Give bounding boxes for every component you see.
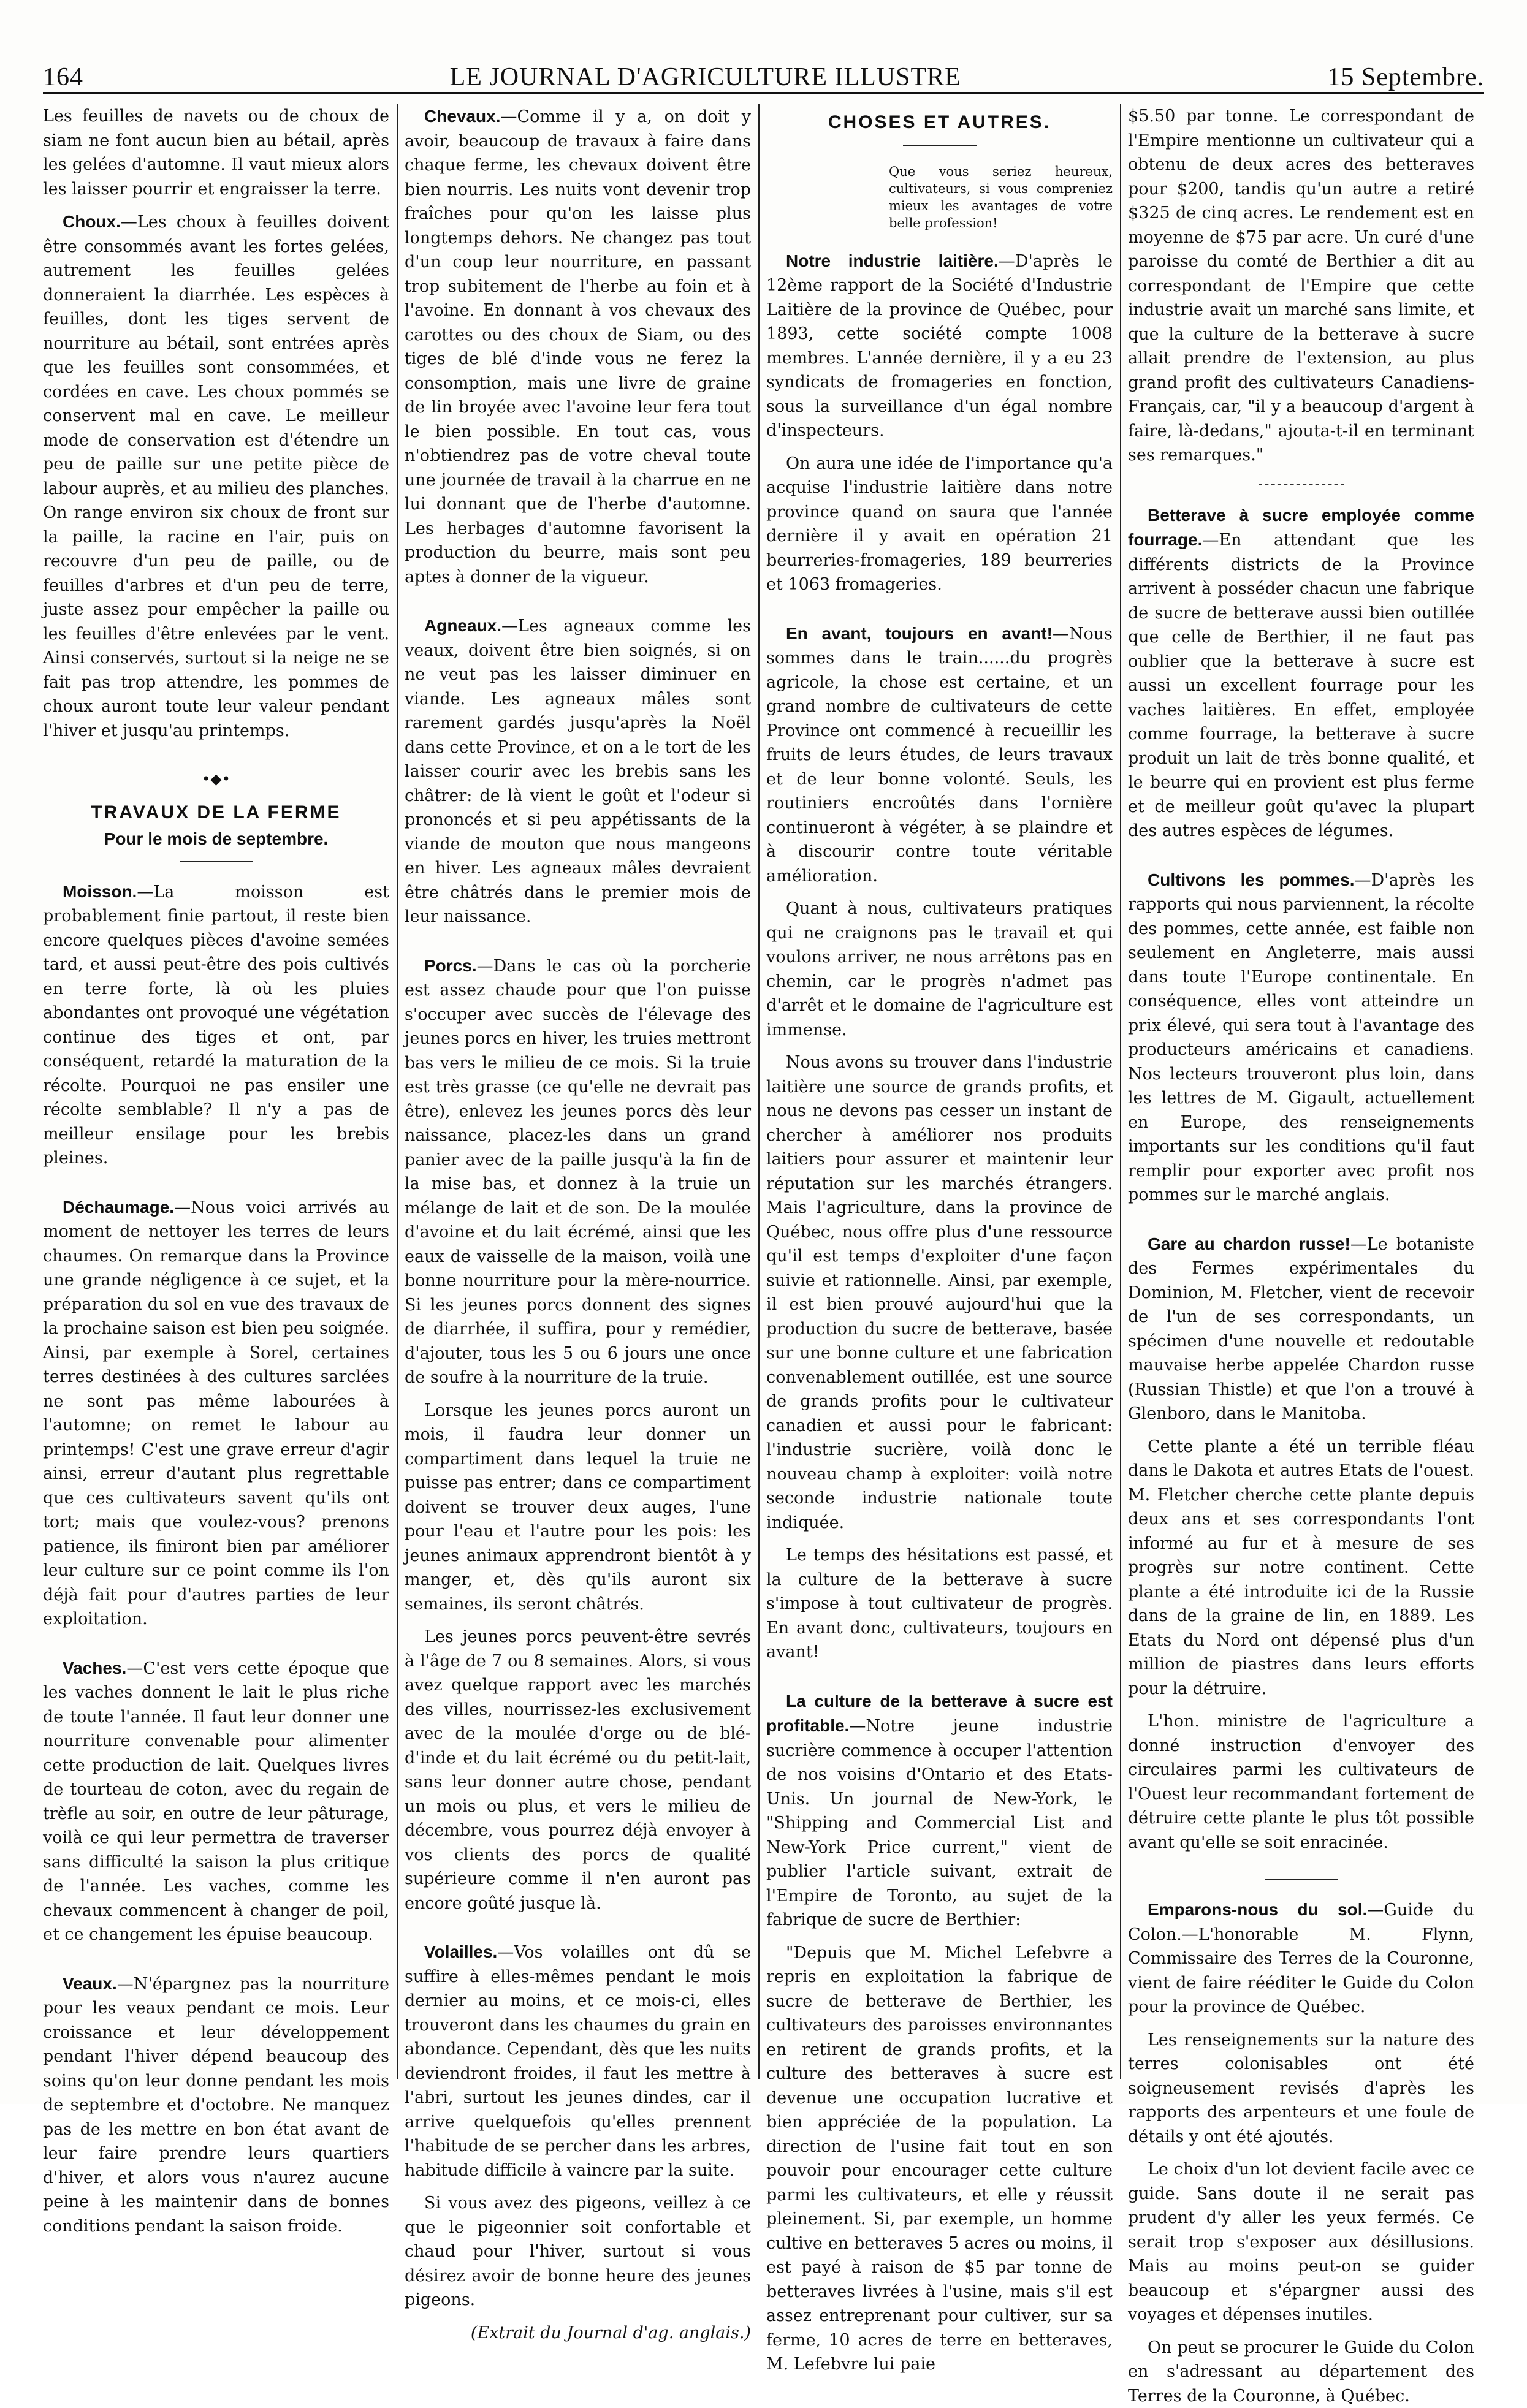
article-fourrage xyxy=(1128,503,1474,843)
item-title: Agneaux. xyxy=(424,616,501,635)
article-chevaux xyxy=(405,104,751,589)
paragraph: Si vous avez des pigeons, veillez à ce que le pigeonnier soit confortable et chaud pour l'hiver, surtout si vous désirez avoir de bonne heure des jeunes pigeons. xyxy=(405,2191,751,2312)
paragraph: Les feuilles de navets ou de choux de siam ne font aucun bien au bétail, après les gelées d'automne. Il vaut mieux alors les laisser pourrir et engraisser la terre. xyxy=(43,104,389,201)
paragraph: Les renseignements sur la nature des terres colonisables ont été soigneusement revisés d'après les rapports des arpenteurs et une foule de détails y ont été ajoutés. xyxy=(1128,2028,1474,2149)
paragraph xyxy=(1128,1232,1474,1426)
article-veaux xyxy=(43,1972,389,2239)
column-3 xyxy=(766,104,1113,2079)
divider xyxy=(1265,1879,1338,1880)
item-title: Betterave à sucre employée comme fourrage. xyxy=(1128,506,1474,550)
paragraph xyxy=(766,621,1113,889)
paragraph: Cette plante a été un terrible fléau dans le Dakota et autres Etats de l'ouest. M. Fletcher cherche cette plante depuis deux ans et ses correspondants l'ont informé au fur et à mesure de ses progrès sur notre continent. Cette plante a été introduite ici de la Russie dans de la graine de lin, en 1889. Les Etats du Nord ont dépensé plus d'un million de piastres dans leurs efforts pour la détruire. xyxy=(1128,1435,1474,1701)
article-vaches xyxy=(43,1656,389,1947)
item-title: Notre industrie laitière. xyxy=(786,251,999,270)
item-body: —Le botaniste des Fermes expérimentales du Dominion, M. Fletcher, vient de recevoir de l'un de ses correspondants, un spécimen d'une nouvelle et redoutable mauvaise herbe appelée Chardon russe (Russian Thistle) et que l'on a trouvé à Glenboro, dans le Manitoba. xyxy=(1128,1235,1474,1424)
item-body: —Dans le cas où la porcherie est assez chaude pour que l'on puisse s'occuper avec succès de l'élevage des jeunes porcs en hiver, les truies mettront bas vers le milieu de ce mois. Si la truie est très grasse (ce qu'elle ne devrait pas être), enlevez les jeunes porcs dès leur naissance, placez-les dans un grand panier avec de la paille jusqu'à la fin de la mise bas, et donnez à la truie un mélange de lait et de son. De la moulée d'avoine et du lait écrémé, ainsi que les eaux de vaisselle de la maison, voilà une bonne nourriture pour la mère-nourrice. Si les jeunes porcs donnent des signes de diarrhée, il suffira, pour y remédier, d'ajouter, tous les 5 ou 6 jours une once de soufre à la nourriture de la truie. xyxy=(405,957,751,1388)
section-heading: TRAVAUX DE LA FERME xyxy=(43,800,389,825)
header-rule xyxy=(43,92,1484,94)
item-title: Cultivons les pommes. xyxy=(1148,870,1355,889)
item-body: —C'est vers cette époque que les vaches donnent le lait le plus riche de toute l'année. Il faut leur donner une nourriture convenable pour alimenter cette production de lait. Quelques livres de tourteau de coton, avec du regain de trèfle au soir, en outre de leur pâturage, voilà ce qui leur permettra de traverser sans difficulté la saison la plus critique de l'année. Les vaches, comme les chevaux commencent à changer de poil, et ce changement les épuise beaucoup. xyxy=(43,1659,389,1945)
paragraph xyxy=(1128,868,1474,1207)
item-body: —La moisson est probablement finie partout, il reste bien encore quelques pièces d'avoine semées tard, et aussi peut-être des pois cultivés en terre forte, là où les pluies abondantes ont provoqué une végétation continue des tiges et ont, par conséquent, retardé la maturation de la récolte. Pourquoi ne pas ensiler une récolte semblable? Il n'y a pas de meilleur ensilage pour les brebis pleines. xyxy=(43,883,389,1168)
paragraph xyxy=(405,104,751,589)
column-divider xyxy=(1120,104,1121,2079)
column-divider xyxy=(397,104,398,2079)
item-body: —En attendant que les différents districts de la Province arrivent à posséder chacun une fabrique de sucre de betterave aussi bien outillée que celle de Berthier, il ne faut pas oublier que la betterave à sucre est aussi un excellent fourrage pour les vaches laitières. En effet, employée comme fourrage, la betterave à sucre produit un lait de très bonne qualité, et le beurre qui en provient est plus ferme et de meilleur goût qu'avec la plupart des autres espèces de légumes. xyxy=(1128,531,1474,840)
item-body: —Les agneaux comme les veaux, doivent être bien soignés, si on ne veut pas les laisser diminuer en viande. Les agneaux mâles sont rarement gardés jusqu'après la Noël dans cette Province, et on a le tort de les laisser courir avec les brebis sans les châtrer: de là vient le goût et l'odeur si prononcés et si peu appétissants de la viande de mouton que nous mangeons en hiver. Les agneaux mâles devraient être châtrés dans le premier mois de leur naissance. xyxy=(405,617,751,926)
paragraph xyxy=(1128,1897,1474,2019)
item-body: —D'après le 12ème rapport de la Société d'Industrie Laitière de la province de Québec, pour 1893, cette société compte 1008 membres. L'année dernière, il y a eu 23 syndicats de fromageries en fonction, sous la surveillance d'un égal nombre d'inspecteurs. xyxy=(766,252,1113,441)
article-en-avant xyxy=(766,621,1113,1665)
item-body: —Comme il y a, on doit y avoir, beaucoup de travaux à faire dans chaque ferme, les chevaux doivent être bien nourris. Les nuits vont devenir trop fraîches pour qu'on les laisse plus longtemps dehors. Ne changez pas tout d'un coup leur nourriture, en passant trop subitement de l'herbe au foin et à l'avoine. En donnant à vos chevaux des carottes ou des choux de Siam, ou des tiges de blé d'inde vous ne ferez la consomption, mais une livre de graine de lin broyée avec l'avoine leur fera tout le bien possible. En tout cas, vous n'obtiendrez pas de votre cheval toute une journée de travail à la charrue en ne lui donnant que de l'herbe d'automne. Les herbages d'automne favorisent la production du beurre, mais sont peu aptes à donner de la vigueur. xyxy=(405,107,751,587)
item-title: Veaux. xyxy=(63,1974,117,1993)
paragraph: L'hon. ministre de l'agriculture a donné instruction d'envoyer des circulaires parmi les cultivateurs de l'Ouest leur recommandant fortement de détruire cette plante le plus tôt possible avant qu'elle se soit enracinée. xyxy=(1128,1709,1474,1855)
section-heading: CHOSES ET AUTRES. xyxy=(766,110,1113,135)
paragraph xyxy=(405,1940,751,2182)
column-divider xyxy=(758,104,760,2079)
item-title: Gare au chardon russe! xyxy=(1148,1234,1350,1253)
journal-title: LE JOURNAL D'AGRICULTURE ILLUSTRE xyxy=(450,63,961,92)
item-body: —Nous sommes dans le train......du progrès agricole, la chose est certaine, et un grand nombre de cultivateurs de cette Province ont commencé à recueillir les fruits de leurs études, de leurs travaux et de leur bonne volonté. Seuls, les routiniers encroûtés dans l'ornière continueront à végéter, à se plaindre et à discourir contre toute véritable amélioration. xyxy=(766,625,1113,886)
article-agneaux xyxy=(405,613,751,929)
item-body: —Les choux à feuilles doivent être consommés avant les fortes gelées, autrement les feuilles gelées donneraient la diarrhée. Les espèces à feuilles, dont les tiges servent de nourriture au bétail, sont entrées après que les feuilles sont consommées, et cordées en cave. Les choux pommés se conservent mal en cave. Le meilleur mode de conservation est d'étendre un peu de paille sur une petite pièce de labour auprès, et au milieu des planches. On range environ six choux de front sur la paille, la racine en l'air, puis on recouvre d'un peu de paille, ou de feuilles d'arbres et d'un peu de terre, juste assez pour empêcher la paille ou les feuilles d'être enlevées par le vent. Ainsi conservés, surtout si la neige ne se fait pas trop attendre, les pommes de choux auront toute leur valeur pendant l'hiver et jusqu'au printemps. xyxy=(43,213,389,740)
paragraph xyxy=(43,210,389,743)
epigraph: Que vous seriez heureux, cultivateurs, si vous compreniez mieux les avantages de votre belle profession! xyxy=(889,163,1113,232)
item-title: Porcs. xyxy=(424,956,477,975)
paragraph xyxy=(1128,503,1474,843)
item-title: Emparons-nous du sol. xyxy=(1148,1900,1367,1919)
divider xyxy=(1259,484,1344,485)
article-chardon xyxy=(1128,1232,1474,1855)
item-title: Moisson. xyxy=(63,882,137,901)
item-title: La culture de la betterave à sucre est profitable. xyxy=(766,1692,1113,1736)
article-choux xyxy=(43,210,389,743)
item-title: Vaches. xyxy=(63,1658,126,1677)
paragraph xyxy=(43,1972,389,2239)
item-body: —Nous voici arrivés au moment de nettoyer les terres de leurs chaumes. On remarque dans la Province une grande négligence à ce sujet, et la préparation du sol en vue des travaux de la prochaine saison est bien peu soignée. Ainsi, par exemple à Sorel, certaines terres destinées à des cultures sarclées ne sont pas même labourées à l'automne; on remet le labour au printemps! C'est une grave erreur d'agir ainsi, erreur d'autant plus regrettable que ces cultivateurs savent qu'ils ont tort; mais que voulez-vous? prenons patience, ils finiront bien par améliorer leur culture sur ce point comme ils l'on déjà fait pour d'autres parties de leur exploitation. xyxy=(43,1198,389,1629)
article-sol xyxy=(1128,1897,1474,2408)
article-porcs xyxy=(405,954,751,1916)
section-subheading: Pour le mois de septembre. xyxy=(43,827,389,851)
paragraph xyxy=(43,879,389,1171)
item-title: Volailles. xyxy=(424,1942,497,1961)
separator-ornament: •◆• xyxy=(43,767,389,792)
paragraph: "Depuis que M. Michel Lefebvre a repris en exploitation la fabrique de sucre de betterave de Berthier, les cultivateurs des paroisses environnantes en retirent de grands profits, et la culture des betteraves à sucre est devenue une occupation lucrative et bien appréciée de la population. La direction de l'usine fait tout en son pouvoir pour encourager cette culture parmi les cultivateurs, et elle y réussit pleinement. Si, par exemple, un homme cultive en betteraves 5 acres ou moins, il est payé à raison de $5 par tonne de betteraves livrées à l'usine, mais s'il est assez entreprenant pour cultiver, sur sa ferme, 10 acres de terre en betteraves, M. Lefebvre lui paie xyxy=(766,1941,1113,2377)
page-header xyxy=(43,37,1484,99)
article-columns xyxy=(43,104,1484,2079)
page-number: 164 xyxy=(43,63,83,92)
column-1 xyxy=(43,104,389,2079)
item-body: —N'épargnez pas la nourriture pour les veaux pendant ce mois. Leur croissance et leur développement pendant l'hiver dépend beaucoup des soins qu'on leur donne pendant les mois de septembre et d'octobre. Ne manquez pas de les mettre en bon état avant de leur faire prendre leurs quartiers d'hiver, et alors vous n'aurez aucune peine à les maintenir dans de bonnes conditions pendant la saison froide. xyxy=(43,1975,389,2236)
item-title: Déchaumage. xyxy=(63,1198,174,1217)
paragraph: On peut se procurer le Guide du Colon en s'adressant au département des Terres de la Couronne, à Québec. xyxy=(1128,2336,1474,2408)
item-body: —Vos volailles ont dû se suffire à elles-mêmes pendant le mois dernier au moins, et ce mois-ci, elles trouveront dans les chaumes du grain en abondance. Cependant, dès que les nuits deviendront froides, il faut les mettre à l'abri, surtout les jeunes dindes, car il arrive quelquefois qu'elles prennent l'habitude de se percher dans les arbres, habitude difficile à vaincre par la suite. xyxy=(405,1943,751,2180)
article-betterave xyxy=(766,1689,1113,2377)
item-body: —Notre jeune industrie sucrière commence à occuper l'attention de nos voisins d'Ontario et des Etats-Unis. Un journal de New-York, le "Shipping and Commercial List and New-York Price current," vient de publier l'article suivant, extrait de l'Empire de Toronto, au sujet de la fabrique de sucre de Berthier: xyxy=(766,1717,1113,1929)
paragraph: Quant à nous, cultivateurs pratiques qui ne craignons pas le travail et qui voulons arriver, ne nous arrêtons pas en chemin, car le progrès n'admet pas d'arrêt et le domaine de l'agriculture est immense. xyxy=(766,897,1113,1042)
paragraph: On aura une idée de l'importance qu'a acquise l'industrie laitière dans notre province quand on saura que l'année dernière il y avait en opération 21 beurreries-fromageries, 189 beurreries et 1063 fromageries. xyxy=(766,452,1113,597)
column-4 xyxy=(1128,104,1474,2079)
article-volailles xyxy=(405,1940,751,2345)
paragraph: Les jeunes porcs peuvent-être sevrés à l'âge de 7 ou 8 semaines. Alors, si vous avez quelque rapport avec les marchés des villes, nourrissez-les exclusivement avec de la moulée d'orge ou de blé-d'inde et du lait écrémé ou du petit-lait, sans leur donner autre chose, pendant un mois ou plus, et vers le milieu de décembre, vous pourrez déjà envoyer à vos clients des porcs de qualité supérieure comme il n'en auront pas encore goûté jusque là. xyxy=(405,1625,751,1915)
paragraph: Lorsque les jeunes porcs auront un mois, il faudra leur donner un compartiment dans lequel la truie ne puisse pas entrer; dans ce compartiment doivent se trouver deux auges, l'une pour l'eau et l'autre pour les pois: les jeunes animaux apprendront bientôt à y manger, et, dès qu'ils auront six semaines, ils seront châtrés. xyxy=(405,1399,751,1617)
article-pommes xyxy=(1128,868,1474,1207)
issue-date: 15 Septembre. xyxy=(1327,63,1484,92)
paragraph xyxy=(43,1656,389,1947)
paragraph xyxy=(405,954,751,1390)
paragraph xyxy=(405,613,751,929)
paragraph xyxy=(766,1689,1113,1932)
paragraph: Nous avons su trouver dans l'industrie laitière une source de grands profits, et nous ne devons pas cesser un instant de chercher à améliorer nos produits laitiers pour assurer et maintenir leur réputation sur les marchés étrangers. Mais l'agriculture, dans la province de Québec, nous offre plus d'une ressource qu'il est temps d'exploiter d'une façon suivie et rationnelle. Ainsi, par exemple, il est bien prouvé aujourd'hui que la production du sucre de betterave, basée sur une bonne culture et une fabrication convenablement outillée, est une source de grands profits pour le cultivateur canadien et aussi pour le fabricant: l'industrie sucrière, voilà donc le nouveau champ à exploiter: voilà notre seconde industrie nationale toute indiquée. xyxy=(766,1050,1113,1535)
divider xyxy=(903,145,977,146)
article-laitiere xyxy=(766,249,1113,597)
paragraph xyxy=(766,249,1113,443)
item-body: —Guide du Colon.—L'honorable M. Flynn, Commissaire des Terres de la Couronne, vient de faire rééditer le Guide du Colon pour la province de Québec. xyxy=(1128,1901,1474,2016)
item-title: Choux. xyxy=(63,212,121,231)
item-body: —D'après les rapports qui nous parviennent, la récolte des pommes, cette année, est faible non seulement en Angleterre, mais aussi dans toute l'Europe continentale. En conséquence, elles vont atteindre un prix élevé, qui sera tout à l'avantage des producteurs américains et canadiens. Nos lecteurs trouveront plus loin, dans les lettres de M. Gigault, actuellement en Europe, des renseignements importants sur les conditions qu'il faut remplir pour exporter avec profit nos pommes sur le marché anglais. xyxy=(1128,871,1474,1205)
article-dechaumage xyxy=(43,1195,389,1631)
article-moisson xyxy=(43,879,389,1171)
paragraph: Le temps des hésitations est passé, et la culture de la betterave à sucre s'impose à tout cultivateur de progrès. En avant donc, cultivateurs, toujours en avant! xyxy=(766,1543,1113,1665)
paragraph: $5.50 par tonne. Le correspondant de l'Empire mentionne un cultivateur qui a obtenu de deux acres des betteraves pour $200, tandis qu'un autre a retiré $325 de cinq acres. Le rendement est en moyenne de $75 par acre. Un curé d'une paroisse du comté de Berthier a dit au correspondant de l'Empire que cette industrie avait un marché sans limite, et que la culture de la betterave à sucre allait prendre de l'extension, au plus grand profit des cultivateurs Canadiens-Français, car, "il y a beaucoup d'argent à faire, là-dedans," ajouta-t-il en terminant ses remarques." xyxy=(1128,104,1474,468)
column-2 xyxy=(405,104,751,2079)
paragraph: Le choix d'un lot devient facile avec ce guide. Sans doute il ne serait pas prudent d'y aller les yeux fermés. Ce serait trop s'exposer aux désillusions. Mais au moins peut-on se guider beaucoup et s'épargner aussi des voyages et dépenses inutiles. xyxy=(1128,2157,1474,2327)
item-title: En avant, toujours en avant! xyxy=(786,624,1053,643)
paragraph xyxy=(43,1195,389,1631)
source-credit: (Extrait du Journal d'ag. anglais.) xyxy=(405,2321,751,2345)
item-title: Chevaux. xyxy=(424,107,501,126)
divider xyxy=(180,861,253,862)
